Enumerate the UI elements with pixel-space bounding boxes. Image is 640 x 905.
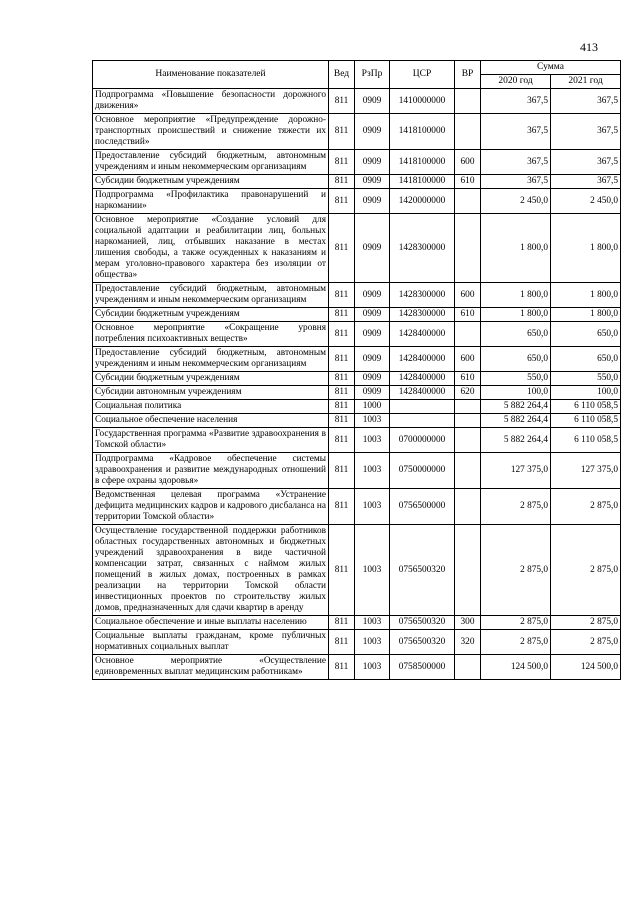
row-vr: 300 — [455, 616, 481, 630]
table-row — [93, 386, 621, 400]
row-rzpr: 1003 — [355, 630, 390, 655]
row-2021: 100,0 — [551, 386, 621, 400]
row-2020: 5 882 264,4 — [481, 414, 551, 428]
row-vr — [455, 489, 481, 525]
row-rzpr: 0909 — [355, 214, 390, 283]
row-2020: 650,0 — [481, 322, 551, 347]
row-rzpr: 0909 — [355, 150, 390, 175]
table-row — [93, 630, 621, 655]
row-csr: 0700000000 — [390, 428, 455, 453]
table-body — [93, 89, 621, 680]
row-2021: 367,5 — [551, 89, 621, 114]
row-rzpr: 0909 — [355, 308, 390, 322]
row-name: Социальная политика — [93, 400, 329, 414]
row-vr: 610 — [455, 308, 481, 322]
row-name: Ведомственная целевая программа «Устранение дефицита медицинских кадров и кадрового дисбаланса на территории Томской области» — [93, 489, 329, 525]
row-2021: 367,5 — [551, 150, 621, 175]
row-2020: 367,5 — [481, 114, 551, 150]
table-row — [93, 283, 621, 308]
row-rzpr: 0909 — [355, 372, 390, 386]
row-2021: 550,0 — [551, 372, 621, 386]
row-csr: 1428300000 — [390, 283, 455, 308]
row-2021: 2 875,0 — [551, 525, 621, 616]
table-row — [93, 414, 621, 428]
row-rzpr: 1003 — [355, 489, 390, 525]
row-name: Субсидии бюджетным учреждениям — [93, 175, 329, 189]
row-name: Предоставление субсидий бюджетным, автономным учреждениям и иным некоммерческим организациям — [93, 347, 329, 372]
row-2021: 6 110 058,5 — [551, 428, 621, 453]
row-2020: 1 800,0 — [481, 283, 551, 308]
row-csr: 1410000000 — [390, 89, 455, 114]
row-rzpr: 0909 — [355, 283, 390, 308]
row-ved: 811 — [329, 616, 355, 630]
table-row — [93, 453, 621, 489]
row-2021: 2 450,0 — [551, 189, 621, 214]
row-2020: 367,5 — [481, 150, 551, 175]
row-ved: 811 — [329, 89, 355, 114]
row-rzpr: 0909 — [355, 114, 390, 150]
table-row — [93, 214, 621, 283]
row-name: Подпрограмма «Профилактика правонарушений и наркомании» — [93, 189, 329, 214]
row-name: Предоставление субсидий бюджетным, автономным учреждениям и иным некоммерческим организациям — [93, 150, 329, 175]
row-csr: 1428300000 — [390, 308, 455, 322]
row-vr — [455, 89, 481, 114]
row-csr: 0756500000 — [390, 489, 455, 525]
row-2021: 1 800,0 — [551, 308, 621, 322]
row-rzpr: 0909 — [355, 386, 390, 400]
row-csr: 0756500320 — [390, 630, 455, 655]
table-row — [93, 616, 621, 630]
table-row — [93, 89, 621, 114]
row-2020: 550,0 — [481, 372, 551, 386]
row-2020: 5 882 264,4 — [481, 428, 551, 453]
row-2021: 124 500,0 — [551, 655, 621, 680]
table-row — [93, 525, 621, 616]
row-2020: 2 875,0 — [481, 489, 551, 525]
row-ved: 811 — [329, 655, 355, 680]
row-2021: 650,0 — [551, 322, 621, 347]
table-row — [93, 189, 621, 214]
row-name: Субсидии автономным учреждениям — [93, 386, 329, 400]
header-2020: 2020 год — [481, 75, 551, 89]
row-csr: 1418100000 — [390, 114, 455, 150]
table-row — [93, 322, 621, 347]
row-ved: 811 — [329, 347, 355, 372]
row-2021: 367,5 — [551, 114, 621, 150]
header-row — [93, 61, 621, 75]
row-vr: 610 — [455, 372, 481, 386]
row-vr — [455, 114, 481, 150]
row-vr — [455, 655, 481, 680]
row-csr: 1418100000 — [390, 175, 455, 189]
row-name: Социальное обеспечение населения — [93, 414, 329, 428]
row-ved: 811 — [329, 150, 355, 175]
header-name: Наименование показателей — [93, 61, 329, 89]
row-csr: 1428300000 — [390, 214, 455, 283]
row-2021: 6 110 058,5 — [551, 400, 621, 414]
header-2021: 2021 год — [551, 75, 621, 89]
row-name: Государственная программа «Развитие здравоохранения в Томской области» — [93, 428, 329, 453]
row-rzpr: 1003 — [355, 414, 390, 428]
row-2021: 127 375,0 — [551, 453, 621, 489]
row-2020: 1 800,0 — [481, 214, 551, 283]
row-ved: 811 — [329, 308, 355, 322]
table-row — [93, 114, 621, 150]
row-2020: 2 875,0 — [481, 525, 551, 616]
header-sum: Сумма — [481, 61, 621, 75]
row-ved: 811 — [329, 372, 355, 386]
row-name: Подпрограмма «Повышение безопасности дорожного движения» — [93, 89, 329, 114]
row-vr — [455, 453, 481, 489]
row-name: Подпрограмма «Кадровое обеспечение системы здравоохранения и развитие международных отношений в сфере охраны здоровья» — [93, 453, 329, 489]
table-row — [93, 372, 621, 386]
table-row — [93, 347, 621, 372]
row-ved: 811 — [329, 322, 355, 347]
row-2020: 124 500,0 — [481, 655, 551, 680]
row-2021: 650,0 — [551, 347, 621, 372]
row-csr: 1428400000 — [390, 322, 455, 347]
row-2021: 367,5 — [551, 175, 621, 189]
row-2020: 367,5 — [481, 175, 551, 189]
row-rzpr: 1003 — [355, 453, 390, 489]
row-ved: 811 — [329, 414, 355, 428]
row-2020: 650,0 — [481, 347, 551, 372]
row-vr — [455, 428, 481, 453]
row-vr — [455, 214, 481, 283]
row-vr — [455, 400, 481, 414]
row-vr — [455, 189, 481, 214]
row-csr: 1428400000 — [390, 386, 455, 400]
row-ved: 811 — [329, 189, 355, 214]
row-rzpr: 1003 — [355, 428, 390, 453]
row-csr — [390, 414, 455, 428]
row-csr: 0756500320 — [390, 616, 455, 630]
row-ved: 811 — [329, 283, 355, 308]
row-ved: 811 — [329, 175, 355, 189]
row-2021: 6 110 058,5 — [551, 414, 621, 428]
row-2020: 367,5 — [481, 89, 551, 114]
row-csr: 1418100000 — [390, 150, 455, 175]
row-name: Социальные выплаты гражданам, кроме публичных нормативных социальных выплат — [93, 630, 329, 655]
row-vr: 600 — [455, 283, 481, 308]
row-ved: 811 — [329, 489, 355, 525]
page-number: 413 — [580, 40, 598, 54]
row-vr: 320 — [455, 630, 481, 655]
row-2020: 5 882 264,4 — [481, 400, 551, 414]
row-2020: 2 875,0 — [481, 630, 551, 655]
row-vr: 600 — [455, 347, 481, 372]
row-ved: 811 — [329, 428, 355, 453]
table-row — [93, 400, 621, 414]
row-csr: 1420000000 — [390, 189, 455, 214]
row-csr: 1428400000 — [390, 372, 455, 386]
row-rzpr: 0909 — [355, 347, 390, 372]
table-row — [93, 175, 621, 189]
row-rzpr: 0909 — [355, 175, 390, 189]
row-rzpr: 1000 — [355, 400, 390, 414]
header-csr: ЦСР — [390, 61, 455, 89]
row-name: Субсидии бюджетным учреждениям — [93, 308, 329, 322]
row-name: Предоставление субсидий бюджетным, автономным учреждениям и иным некоммерческим организациям — [93, 283, 329, 308]
row-vr — [455, 322, 481, 347]
row-csr: 0756500320 — [390, 525, 455, 616]
row-name: Субсидии бюджетным учреждениям — [93, 372, 329, 386]
row-2020: 127 375,0 — [481, 453, 551, 489]
row-ved: 811 — [329, 453, 355, 489]
row-rzpr: 0909 — [355, 89, 390, 114]
row-ved: 811 — [329, 525, 355, 616]
header-rzpr: РзПр — [355, 61, 390, 89]
row-2020: 2 450,0 — [481, 189, 551, 214]
row-2020: 1 800,0 — [481, 308, 551, 322]
row-vr — [455, 414, 481, 428]
row-vr: 620 — [455, 386, 481, 400]
row-2020: 2 875,0 — [481, 616, 551, 630]
table-row — [93, 308, 621, 322]
row-name: Основное мероприятие «Сокращение уровня потребления психоактивных веществ» — [93, 322, 329, 347]
row-vr — [455, 525, 481, 616]
row-ved: 811 — [329, 630, 355, 655]
row-rzpr: 1003 — [355, 655, 390, 680]
row-csr: 0750000000 — [390, 453, 455, 489]
header-ved: Вед — [329, 61, 355, 89]
table-row — [93, 150, 621, 175]
row-name: Осуществление государственной поддержки работников областных государственных автономных и бюджетных учреждений здравоохранения в виде частичной компенсации затрат, связанных с наймом жилых помещений в жилых домах, построенных в рамках реализации на территории Томской области инвестиционных проектов по строительству жилых домов, предназначенных для сдачи квартир в аренду — [93, 525, 329, 616]
row-rzpr: 1003 — [355, 525, 390, 616]
row-csr: 1428400000 — [390, 347, 455, 372]
row-2021: 1 800,0 — [551, 283, 621, 308]
table-row — [93, 489, 621, 525]
budget-table — [92, 60, 621, 680]
row-ved: 811 — [329, 386, 355, 400]
row-2021: 2 875,0 — [551, 616, 621, 630]
row-name: Социальное обеспечение и иные выплаты населению — [93, 616, 329, 630]
row-csr: 0758500000 — [390, 655, 455, 680]
table-row — [93, 428, 621, 453]
row-vr: 600 — [455, 150, 481, 175]
row-rzpr: 0909 — [355, 189, 390, 214]
row-csr — [390, 400, 455, 414]
row-name: Основное мероприятие «Создание условий для социальной адаптации и реабилитации лиц, больных наркоманией, лиц, отбывших наказание в местах лишения свободы, а также осужденных к наказаниям и мерам уголовно-правового характера без изоляции от общества» — [93, 214, 329, 283]
row-ved: 811 — [329, 214, 355, 283]
row-2021: 2 875,0 — [551, 489, 621, 525]
row-ved: 811 — [329, 400, 355, 414]
row-rzpr: 1003 — [355, 616, 390, 630]
row-name: Основное мероприятие «Осуществление единовременных выплат медицинским работникам» — [93, 655, 329, 680]
table-row — [93, 655, 621, 680]
row-rzpr: 0909 — [355, 322, 390, 347]
row-vr: 610 — [455, 175, 481, 189]
row-2020: 100,0 — [481, 386, 551, 400]
header-vr: ВР — [455, 61, 481, 89]
row-2021: 1 800,0 — [551, 214, 621, 283]
row-2021: 2 875,0 — [551, 630, 621, 655]
row-name: Основное мероприятие «Предупреждение дорожно-транспортных происшествий и снижение тяжести их последствий» — [93, 114, 329, 150]
row-ved: 811 — [329, 114, 355, 150]
